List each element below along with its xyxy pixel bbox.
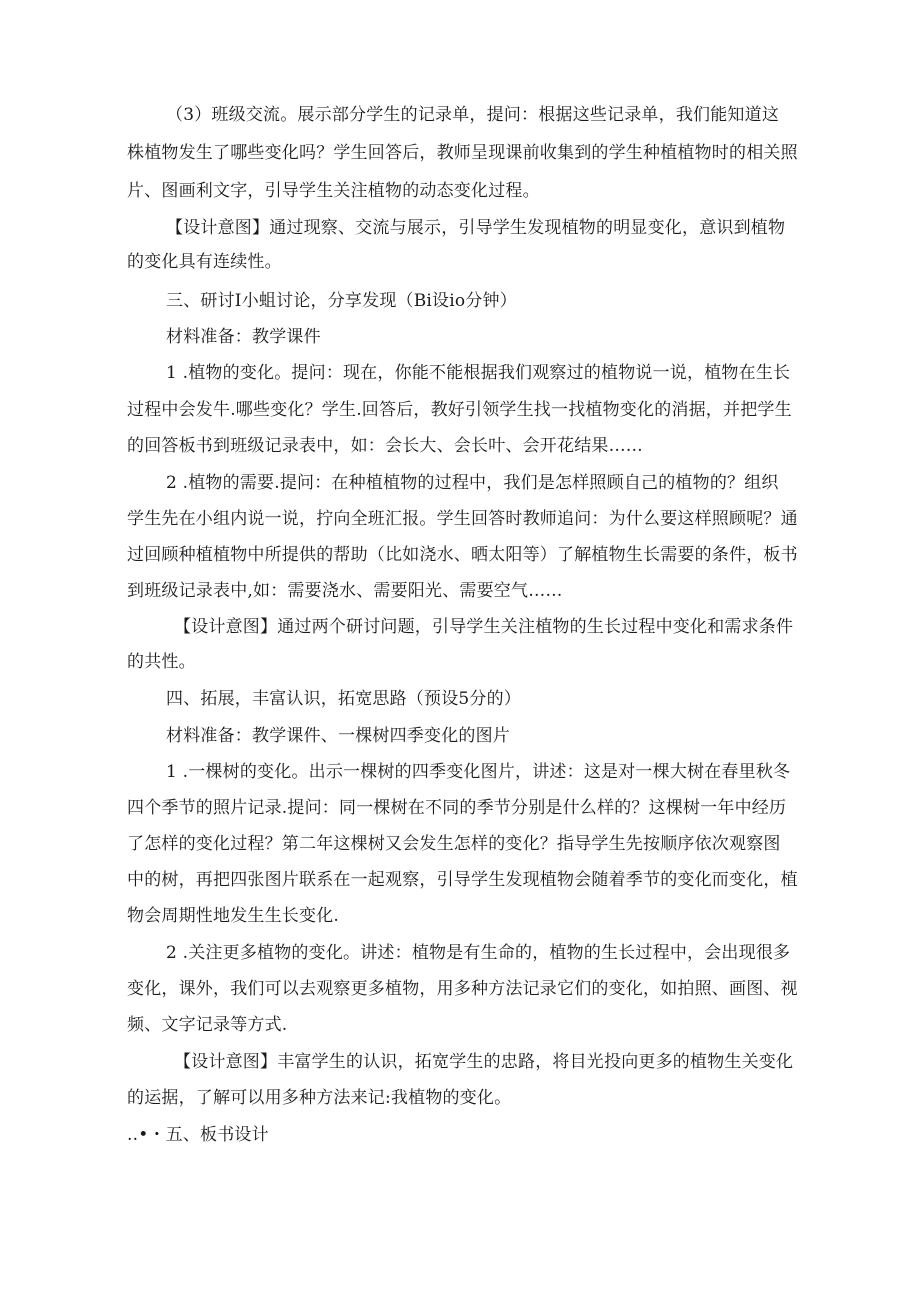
design-intent-3-line-1: 【设计意图】丰富学生的认识，拓宽学生的忠路，将目光投向更多的植物生关变化 bbox=[174, 1052, 794, 1072]
section-heading-discussion: 三、研讨I小蛆讨论，分享发现（Bi设io分钟） bbox=[166, 291, 517, 311]
design-intent-1-line-1: 【设计意图】通过现察、交流与展示，引导学生发现植物的明显变化，意识到植物 bbox=[166, 218, 786, 238]
design-intent-2-line-1: 【设计意图】通过两个研讨问题，引导学生关注植物的生长过程中变化和需求条件 bbox=[174, 617, 794, 637]
item2-more-plants-line-3: 频、文字记录等方式. bbox=[127, 1015, 288, 1035]
materials-line-2: 材料准备：教学课件、一棵树四季变化的图片 bbox=[166, 726, 510, 746]
materials-line-1: 材料准备：教学课件 bbox=[166, 327, 321, 347]
section3-paragraph-line-2: 株植物发生了哪些变化吗？学生回答后，教师呈现课前收集到的学生种植植物时的相关照 bbox=[127, 143, 798, 163]
item1-plant-change-line-1: 1 .植物的变化。提问：现在，你能不能根据我们观察过的植物说一说，植物在生长 bbox=[166, 363, 791, 383]
item1-plant-change-line-2: 过程中会发牛.哪些变化？学生.回答后，教好引领学生找一找植物变化的消据，并把学生 bbox=[127, 400, 792, 420]
design-intent-3-line-2: 的运据，了解可以用多种方法来记:我植物的变化。 bbox=[127, 1088, 512, 1108]
section-heading-extension: 四、拓展，丰富认识，拓宽思路（预设5分的） bbox=[166, 689, 522, 709]
item2-more-plants-line-2: 变化，课外，我们可以去观察更多植物，用多种方法记录它们的变化，如拍照、画图、视 bbox=[127, 979, 798, 999]
design-intent-1-line-2: 的变化具有连续性。 bbox=[127, 252, 282, 272]
item2-more-plants-line-1: 2 .关注更多植物的变化。讲述：植物是有生命的，植物的生长过程中，会出现很多 bbox=[166, 943, 791, 963]
section3-paragraph-line-1: （3）班级交流。展示部分学生的记录单，提问：根据这些记录单，我们能知道这 bbox=[166, 105, 780, 125]
section-heading-board-design: ..•・五、板书设计 bbox=[127, 1125, 269, 1145]
design-intent-2-line-2: 的共性。 bbox=[127, 652, 196, 672]
item2-plant-needs-line-4: 到班级记录表中,如：需要浇水、需要阳光、需要空气…… bbox=[127, 581, 563, 601]
item1-plant-change-line-3: 的回答板书到班级记录表中，如：会长大、会长叶、会开花结果…… bbox=[127, 436, 643, 456]
item2-plant-needs-line-2: 学生先在小组内说一说，拧向全班汇报。学生回答时教师追问：为什么要这样照顾呢？通 bbox=[127, 509, 798, 529]
item2-plant-needs-line-1: 2 .植物的需要.提问：在种植植物的过程中，我们是怎样照顾自己的植物的？组织 bbox=[166, 473, 779, 493]
section3-paragraph-line-3: 片、图画利文字，引导学生关注植物的动态变化过程。 bbox=[127, 181, 540, 201]
item1-tree-change-line-3: 了怎样的变化过程？第二年这棵树又会发生怎样的变化？指导学生先按顺序依次观察图 bbox=[127, 834, 781, 854]
item1-tree-change-line-4: 中的树，再把四张图片联系在一起观察，引导学生发现植物会随着季节的变化而变化，植 bbox=[127, 870, 798, 890]
item1-tree-change-line-5: 物会周期性地发生生长变化. bbox=[127, 906, 340, 926]
item2-plant-needs-line-3: 过回顾种植植物中所提供的帮助（比如浇水、晒太阳等）了解植物生长需要的条件，板书 bbox=[127, 545, 798, 565]
item1-tree-change-line-1: 1 .一棵树的变化。出示一棵树的四季变化图片，讲述：这是对一棵大树在春里秋冬 bbox=[166, 762, 791, 782]
item1-tree-change-line-2: 四个季节的照片记录.提问：同一棵树在不同的季节分别是什么样的？这棵树一年中经历 bbox=[127, 798, 787, 818]
